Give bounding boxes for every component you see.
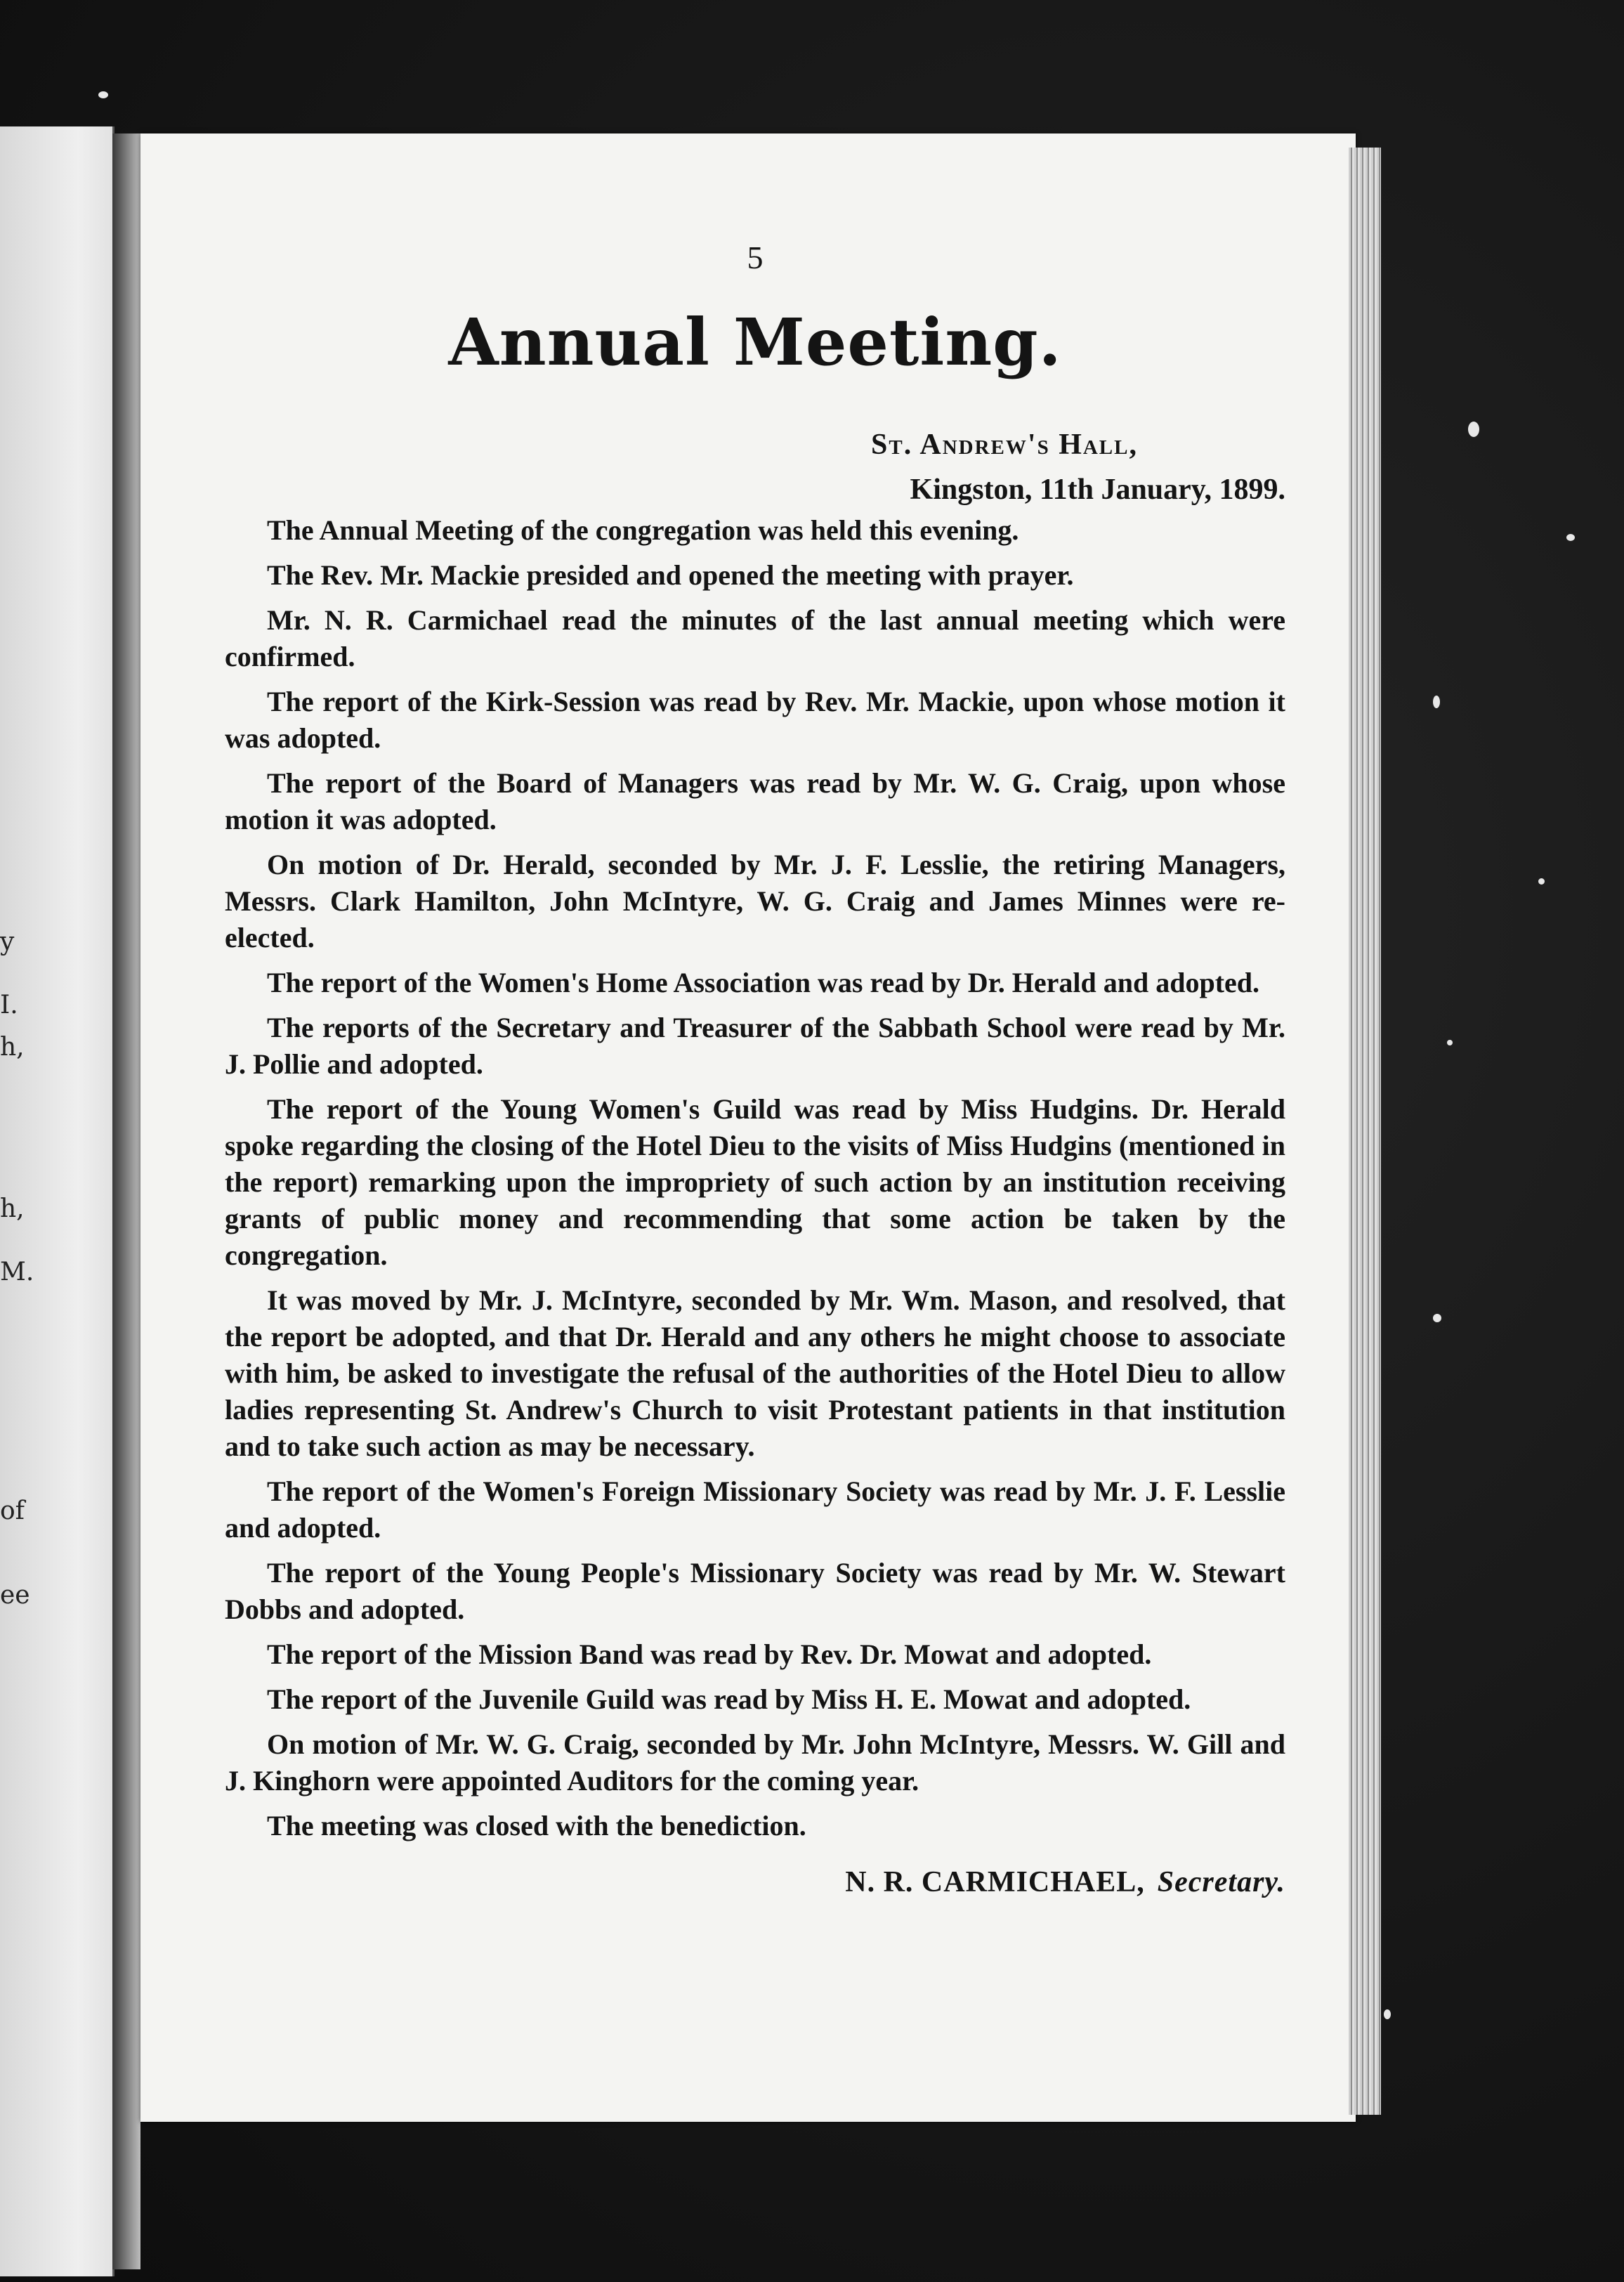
minutes-paragraph: The reports of the Secretary and Treasurer of the Sabbath School were read by Mr. J. Pollie and adopted. xyxy=(225,1012,1285,1080)
left-page-text-fragment: of xyxy=(0,1497,25,1525)
dust-speck xyxy=(1384,2009,1391,2019)
minutes-paragraph: The Rev. Mr. Mackie presided and opened the meeting with prayer. xyxy=(267,559,1074,591)
left-page-text-fragment: M. xyxy=(0,1258,34,1286)
book-gutter xyxy=(112,133,140,2269)
dust-speck xyxy=(1433,696,1440,708)
signature-name: N. R. CARMICHAEL, xyxy=(845,1866,1145,1898)
minutes-paragraph: The report of the Mission Band was read by Rev. Dr. Mowat and adopted. xyxy=(267,1638,1152,1670)
minutes-paragraph: The report of the Women's Home Association was read by Dr. Herald and adopted. xyxy=(267,967,1260,998)
dust-speck xyxy=(1538,878,1545,885)
minutes-paragraph: The report of the Kirk-Session was read by Rev. Mr. Mackie, upon whose motion it was adopted. xyxy=(225,686,1285,754)
minutes-paragraph: The report of the Young People's Missionary Society was read by Mr. W. Stewart Dobbs and adopted. xyxy=(225,1557,1285,1625)
minutes-paragraph: Mr. N. R. Carmichael read the minutes of the last annual meeting which were confirmed. xyxy=(225,604,1285,672)
signature-role: Secretary. xyxy=(1157,1866,1285,1898)
meeting-venue: St. Andrew's Hall, xyxy=(871,429,1138,461)
document-text xyxy=(225,239,1285,1899)
dust-speck xyxy=(1433,1314,1441,1322)
minutes-paragraph: On motion of Mr. W. G. Craig, seconded by Mr. John McIntyre, Messrs. W. Gill and J. Kinghorn were appointed Auditors for the coming year. xyxy=(225,1728,1285,1797)
left-page-text-fragment: h, xyxy=(0,1194,25,1223)
dust-speck xyxy=(1566,534,1575,541)
page-number: 5 xyxy=(747,240,764,275)
meeting-location-date xyxy=(225,422,1285,512)
page-stack-edge xyxy=(1349,148,1381,2115)
minutes-paragraph: It was moved by Mr. J. McIntyre, seconded by Mr. Wm. Mason, and resolved, that the report be adopted, and that Dr. Herald and any others he might choose to associate with him, be asked to investigate the refusal of the authorities of the Hotel Dieu to allow ladies representing St. Andrew's Church to visit Protestant patients in that institution and to take such action as may be necessary. xyxy=(225,1284,1285,1462)
left-facing-page xyxy=(0,126,114,2276)
left-page-text-fragment: I. xyxy=(0,991,18,1019)
dust-speck xyxy=(1447,1040,1453,1045)
dust-speck xyxy=(1468,422,1479,437)
secretary-signature xyxy=(225,1865,1285,1899)
minutes-paragraph: The report of the Juvenile Guild was read by Miss H. E. Mowat and adopted. xyxy=(267,1683,1191,1715)
minutes-paragraph: The report of the Board of Managers was read by Mr. W. G. Craig, upon whose motion it was adopted. xyxy=(225,767,1285,835)
minutes-paragraph: The meeting was closed with the benediction. xyxy=(267,1810,806,1841)
left-page-text-fragment: h, xyxy=(0,1033,25,1062)
left-page-text-fragment: ee xyxy=(0,1581,30,1610)
minutes-paragraph: On motion of Dr. Herald, seconded by Mr. J. F. Lesslie, the retiring Managers, Messrs. Clark Hamilton, John McIntyre, W. G. Craig and James Minnes were re-elected. xyxy=(225,849,1285,953)
dust-speck xyxy=(98,91,108,98)
minutes-paragraph: The Annual Meeting of the congregation was held this evening. xyxy=(267,514,1019,546)
meeting-date: Kingston, 11th January, 1899. xyxy=(910,474,1285,506)
minutes-paragraph: The report of the Young Women's Guild was read by Miss Hudgins. Dr. Herald spoke regarding the closing of the Hotel Dieu to the visits of Miss Hudgins (mentioned in the report) remarking upon the impropriety of such action by an institution receiving grants of public money and recommending that some action be taken by the congregation. xyxy=(225,1093,1285,1271)
page-title: Annual Meeting. xyxy=(448,304,1062,380)
minutes-paragraph: The report of the Women's Foreign Missionary Society was read by Mr. J. F. Lesslie and adopted. xyxy=(225,1475,1285,1544)
left-page-text-fragment: y xyxy=(0,927,15,956)
